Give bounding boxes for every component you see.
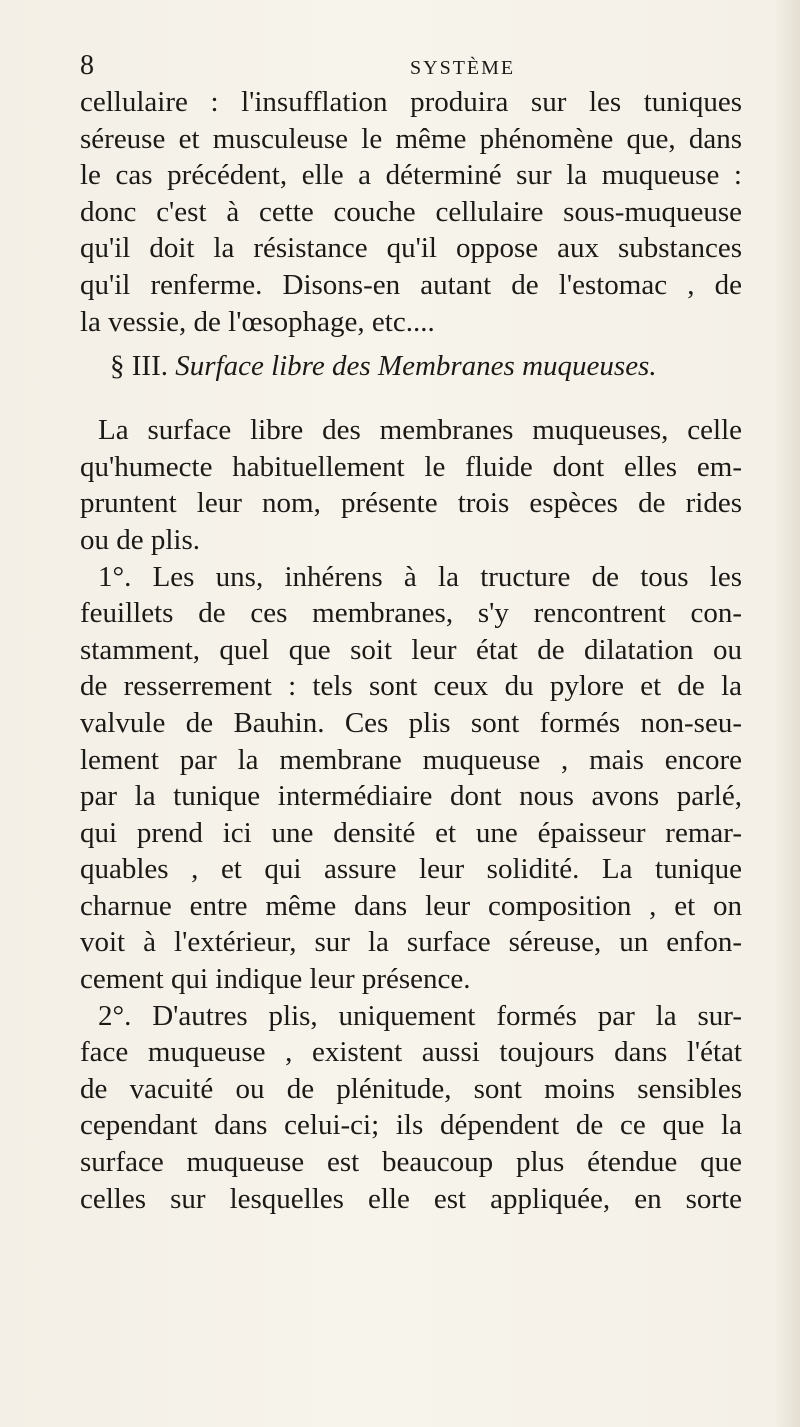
text-line: quables , et qui assure leur solidité. La tunique bbox=[80, 853, 742, 886]
text-line: celles sur lesquelles elle est appliquée, en sorte bbox=[80, 1182, 742, 1215]
text-line: 1°. Les uns, inhérens à la tructure de tous les bbox=[98, 560, 742, 593]
page-number: 8 bbox=[80, 50, 94, 81]
text-line: qu'humecte habituellement le fluide dont elles em- bbox=[80, 450, 742, 483]
text-line: cellulaire : l'insufflation produira sur les tuniques bbox=[80, 86, 742, 118]
text-line: voit à l'extérieur, sur la surface séreuse, un enfon- bbox=[80, 926, 742, 959]
text-line: la vessie, de l'œsophage, etc.... bbox=[80, 305, 435, 338]
page-edge-shadow bbox=[774, 0, 800, 1427]
text-line: donc c'est à cette couche cellulaire sous-muqueuse bbox=[80, 195, 742, 228]
text-line: surface muqueuse est beaucoup plus étendue que bbox=[80, 1146, 742, 1179]
text-line: lement par la membrane muqueuse , mais encore bbox=[80, 743, 742, 776]
text-line: par la tunique intermédiaire dont nous avons parlé, bbox=[80, 780, 742, 813]
text-line: stamment, quel que soit leur état de dilatation ou bbox=[80, 633, 742, 666]
text-line: face muqueuse , existent aussi toujours dans l'état bbox=[80, 1036, 742, 1069]
text-line: séreuse et musculeuse le même phénomène que, dans bbox=[80, 122, 742, 155]
text-line: qui prend ici une densité et une épaisseur remar- bbox=[80, 816, 742, 849]
section-number: § III. bbox=[110, 350, 168, 383]
section-title: Surface libre des Membranes muqueuses. bbox=[175, 350, 657, 383]
section-heading bbox=[80, 340, 742, 412]
text-line: qu'il renferme. Disons-en autant de l'estomac , de bbox=[80, 268, 742, 301]
body-text bbox=[80, 84, 742, 1217]
text-line: pruntent leur nom, présente trois espèces de rides bbox=[80, 487, 742, 520]
text-line: ou de plis. bbox=[80, 523, 201, 556]
page-header bbox=[80, 50, 730, 82]
text-line: La surface libre des membranes muqueuses, celle bbox=[98, 414, 742, 447]
text-line: qu'il doit la résistance qu'il oppose aux substances bbox=[80, 232, 742, 265]
running-head: SYSTÈME bbox=[410, 57, 516, 79]
text-line: de resserrement : tels sont ceux du pylore et de la bbox=[80, 670, 742, 703]
text-line: de vacuité ou de plénitude, sont moins sensibles bbox=[80, 1072, 742, 1105]
text-line: 2°. D'autres plis, uniquement formés par la sur- bbox=[98, 999, 742, 1032]
text-line: cement qui indique leur présence. bbox=[80, 963, 471, 996]
text-line: le cas précédent, elle a déterminé sur la muqueuse : bbox=[80, 159, 742, 192]
text-line: charnue entre même dans leur composition , et on bbox=[80, 889, 742, 922]
text-line: cependant dans celui-ci; ils dépendent de ce que la bbox=[80, 1109, 742, 1142]
text-line: valvule de Bauhin. Ces plis sont formés non-seu- bbox=[80, 706, 742, 739]
text-line: feuillets de ces membranes, s'y rencontrent con- bbox=[80, 597, 742, 630]
